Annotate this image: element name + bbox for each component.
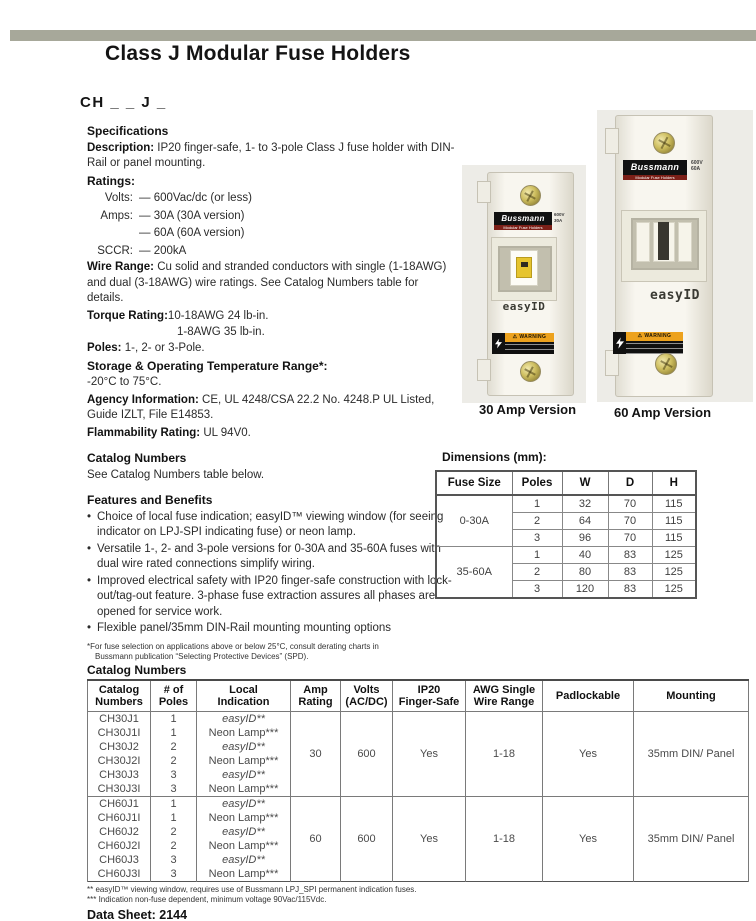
torque-paragraph: Torque Rating:10-18AWG 24 lb-in. (87, 309, 269, 322)
finger-safe-cell: Yes (393, 797, 466, 882)
rating-volts: Volts: — 600Vac/dc (or less) (104, 192, 252, 204)
easyid-marking: easyID (502, 300, 546, 313)
dimensions-table (435, 470, 697, 599)
table-row: CH30J2 2 easyID** (88, 740, 749, 754)
lightning-bolt-icon (492, 333, 505, 354)
table-row: 2 80 83 125 (436, 564, 696, 581)
table-row: CH60J3I 3 Neon Lamp*** (88, 867, 749, 882)
specifications-section (87, 122, 455, 662)
page-title: Class J Modular Fuse Holders (105, 42, 411, 65)
volts-cell: 600 (341, 797, 393, 882)
table-row: CH30J1 1 easyID** 30 600 Yes 1-18 Yes 35mm DIN/ Panel (88, 712, 749, 727)
table-row: CH60J1 1 easyID** 60 600 Yes 1-18 Yes 35mm DIN/ Panel (88, 797, 749, 812)
product-photo-30a (462, 165, 586, 403)
table-row: 3 120 83 125 (436, 581, 696, 599)
dimensions-header-row: Fuse Size Poles W D H (436, 471, 696, 495)
storage-heading: Storage & Operating Temperature Range*: (87, 358, 328, 373)
agency-paragraph: Agency Information: CE, UL 4248/CSA 22.2 No. 4248.P UL Listed, Guide IZLT, File E14853. (87, 393, 435, 421)
fuse-label (516, 257, 532, 278)
product-photo-60a (597, 110, 753, 402)
flammability-paragraph: Flammability Rating: UL 94V0. (87, 426, 251, 439)
catalog-note-heading: Catalog Numbers (87, 451, 187, 465)
brand-sublabel: Modular Fuse Holders (623, 175, 687, 180)
description-paragraph: Description: IP20 finger-safe, 1- to 3-pole Class J fuse holder with DIN-Rail or panel mounting. (87, 141, 455, 169)
wire-range-paragraph: Wire Range: Cu solid and stranded conductors with single (1-18AWG) and dual (3-18AWG) wire ratings. See Catalog Numbers table for details. (87, 261, 447, 304)
table-row: CH30J1I 1 Neon Lamp*** (88, 726, 749, 740)
din-rail-tab (605, 128, 619, 154)
warning-band: ⚠ WARNING (626, 332, 683, 341)
finger-safe-cell: Yes (393, 712, 466, 797)
table-row: 2 64 70 115 (436, 513, 696, 530)
padlockable-cell: Yes (543, 712, 634, 797)
ratings-heading: Ratings: (87, 173, 135, 188)
padlockable-cell: Yes (543, 797, 634, 882)
rating-amps-60: — 60A (60A version) (139, 227, 245, 239)
feature-bullet: • Flexible panel/35mm DIN-Rail mounting mounting options (87, 622, 392, 634)
rating-amps: Amps: — 30A (30A version) (100, 209, 245, 222)
version-label-60a: 60 Amp Version (613, 405, 712, 420)
warning-band: ⚠ WARNING (505, 333, 554, 342)
table-row: CH30J3I 3 Neon Lamp*** (88, 782, 749, 797)
awg-cell: 1-18 (466, 797, 543, 882)
specifications-heading: Specifications (87, 124, 169, 138)
window-slat (636, 222, 650, 262)
catalog-footnotes: ** easyID™ viewing window, requires use of Bussmann LPJ_SPI permanent indication fuses. *** Indication non-fuse dependent, minimum voltage 90Vac/115Vdc. (87, 885, 417, 904)
version-label-30a: 30 Amp Version (478, 402, 577, 417)
table-row: 3 96 70 115 (436, 530, 696, 547)
brand-label: Bussmann (623, 160, 687, 175)
model-code: CH _ _ J _ (80, 94, 167, 111)
poles-paragraph: Poles: 1-, 2- or 3-Pole. (87, 342, 205, 354)
mounting-cell: 35mm DIN/ Panel (634, 712, 749, 797)
warning-fine-print (505, 342, 554, 354)
fuse-slot (658, 222, 669, 260)
torque-line2: 1-8AWG 35 lb-in. (177, 326, 265, 338)
table-row: CH60J2I 2 Neon Lamp*** (88, 839, 749, 853)
voltage-amp-marking: 600V 30A (554, 212, 565, 223)
table-row: 0-30A 1 32 70 115 (436, 495, 696, 513)
fuse-size-cell: 35-60A (436, 547, 512, 599)
table-row: CH60J2 2 easyID** (88, 825, 749, 839)
warning-label (492, 333, 554, 354)
feature-bullet: • Choice of local fuse indication; easyID™ viewing window (for seeing indicator on LPJ-SPI indicating fuse) or neon lamp. (87, 510, 444, 538)
catalog-header-row: Catalog Numbers # of Poles Local Indication Amp Rating Volts (AC/DC) IP20 Finger-Safe AWG Single Wire Range Padlockable Mounting (88, 680, 749, 712)
warning-fine-print (626, 341, 683, 354)
window-slat (678, 222, 692, 262)
awg-cell: 1-18 (466, 712, 543, 797)
catalog-table-heading: Catalog Numbers (87, 663, 187, 677)
table-row: 35-60A 1 40 83 125 (436, 547, 696, 564)
features-footnote: *For fuse selection on applications above or below 25°C, consult derating charts in Bussmann publication “Selecting Protective Devices” (SPD). (87, 641, 379, 661)
table-row: CH60J3 3 easyID** (88, 853, 749, 867)
din-rail-tab (477, 359, 491, 381)
feature-bullet: • Versatile 1-, 2- and 3-pole versions for 0-30A and 35-60A fuses with dual wire rated connections simplify wiring. (87, 542, 441, 570)
catalog-numbers-table (87, 679, 749, 882)
volts-cell: 600 (341, 712, 393, 797)
easyid-marking: easyID (650, 288, 700, 303)
table-row: CH60J1I 1 Neon Lamp*** (88, 811, 749, 825)
features-heading: Features and Benefits (87, 493, 213, 507)
storage-text: -20°C to 75°C. (87, 376, 162, 388)
dimensions-heading: Dimensions (mm): (442, 450, 547, 464)
fuse-size-cell: 0-30A (436, 495, 512, 547)
screw-icon (653, 132, 675, 154)
screw-icon (655, 353, 677, 375)
brand-label: Bussmann (494, 212, 552, 225)
din-rail-tab (477, 181, 491, 203)
catalog-note-text: See Catalog Numbers table below. (87, 468, 265, 481)
datasheet-number: Data Sheet: 2144 (87, 908, 188, 921)
voltage-amp-marking: 600V 60A (691, 160, 703, 173)
amp-rating-cell: 30 (291, 712, 341, 797)
table-row: CH30J2I 2 Neon Lamp*** (88, 754, 749, 768)
brand-sublabel: Modular Fuse Holders (494, 225, 552, 230)
screw-icon (520, 185, 541, 206)
top-accent-bar (10, 30, 756, 41)
feature-bullet: • Improved electrical safety with IP20 finger-safe construction with lock-out/tag-out feature. 3-phase fuse extraction assures all phases are opened for service work. (87, 574, 452, 618)
warning-label (613, 332, 683, 354)
mounting-cell: 35mm DIN/ Panel (634, 797, 749, 882)
lightning-bolt-icon (613, 332, 626, 354)
table-row: CH30J3 3 easyID** (88, 768, 749, 782)
rating-sccr: SCCR: — 200kA (97, 244, 187, 257)
amp-rating-cell: 60 (291, 797, 341, 882)
screw-icon (520, 361, 541, 382)
